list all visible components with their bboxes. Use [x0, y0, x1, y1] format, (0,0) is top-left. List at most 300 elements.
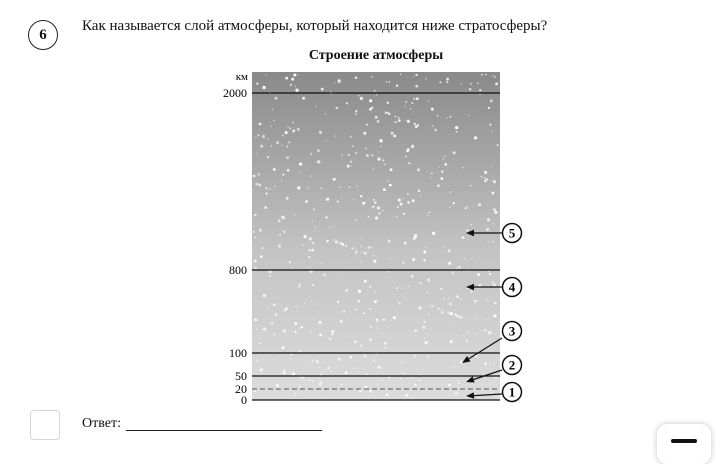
particle-dot: [326, 140, 327, 141]
particle-dot: [372, 206, 374, 208]
particle-dot: [314, 318, 315, 319]
particle-dot: [299, 162, 302, 165]
menu-button[interactable]: [657, 424, 711, 464]
particle-dot: [341, 154, 343, 156]
particle-dot: [261, 247, 263, 249]
marker-label: 5: [508, 225, 516, 241]
particle-dot: [373, 255, 374, 256]
particle-dot: [283, 231, 285, 233]
particle-dot: [266, 193, 268, 195]
particle-dot: [400, 74, 401, 75]
particle-dot: [260, 368, 263, 371]
particle-dot: [468, 115, 469, 116]
particle-dot: [294, 322, 297, 325]
particle-dot: [355, 152, 357, 154]
particle-dot: [456, 315, 459, 318]
particle-dot: [477, 82, 479, 84]
particle-dot: [337, 301, 339, 303]
particle-dot: [470, 224, 472, 226]
particle-dot: [346, 102, 348, 104]
particle-dot: [427, 215, 429, 217]
particle-dot: [415, 125, 418, 128]
particle-dot: [271, 322, 274, 325]
particle-dot: [369, 108, 372, 111]
particle-dot: [290, 84, 292, 86]
level-label-800: 800: [229, 263, 247, 277]
particle-dot: [410, 108, 411, 109]
particle-dot: [456, 268, 457, 269]
particle-dot: [470, 291, 472, 293]
particle-dot: [481, 176, 483, 178]
particle-dot: [298, 350, 300, 352]
particle-dot: [486, 228, 489, 231]
particle-dot: [362, 202, 365, 205]
answer-checkbox[interactable]: [30, 410, 60, 440]
particle-dot: [341, 197, 342, 198]
particle-dot: [310, 331, 311, 332]
menu-bar-icon: [671, 439, 697, 443]
particle-dot: [446, 118, 447, 119]
particle-dot: [337, 200, 339, 202]
particle-dot: [276, 384, 279, 387]
particle-dot: [298, 328, 299, 329]
particle-dot: [465, 207, 467, 209]
particle-dot: [259, 229, 262, 232]
particle-dot: [355, 251, 358, 254]
particle-dot: [453, 202, 455, 204]
particle-dot: [431, 108, 434, 111]
particle-dot: [333, 226, 334, 227]
particle-dot: [494, 211, 497, 214]
particle-dot: [401, 287, 402, 288]
particle-dot: [318, 304, 319, 305]
particle-dot: [387, 102, 390, 105]
particle-dot: [288, 141, 290, 143]
particle-dot: [272, 109, 273, 110]
particle-dot: [319, 384, 321, 386]
particle-dot: [407, 193, 409, 195]
particle-dot: [480, 94, 481, 95]
particle-dot: [460, 298, 462, 300]
particle-dot: [409, 285, 410, 286]
particle-dot: [283, 369, 285, 371]
particle-dot: [494, 76, 496, 78]
particle-dot: [285, 77, 288, 80]
particle-dot: [364, 355, 366, 357]
particle-dot: [369, 390, 372, 393]
particle-dot: [362, 251, 363, 252]
particle-dot: [290, 372, 291, 373]
particle-dot: [431, 172, 433, 174]
particle-dot: [407, 148, 410, 151]
particle-dot: [353, 368, 354, 369]
particle-dot: [492, 192, 495, 195]
particle-dot: [302, 376, 304, 378]
particle-dot: [336, 107, 339, 110]
particle-dot: [373, 260, 376, 263]
particle-dot: [309, 249, 311, 251]
particle-dot: [492, 281, 494, 283]
particle-dot: [384, 342, 387, 345]
particle-dot: [407, 120, 410, 123]
particle-dot: [325, 113, 326, 114]
particle-dot: [256, 83, 258, 85]
particle-dot: [493, 314, 496, 317]
particle-dot: [393, 257, 394, 258]
particle-dot: [348, 154, 350, 156]
particle-dot: [462, 167, 463, 168]
particle-dot: [425, 247, 426, 248]
particle-dot: [362, 238, 363, 239]
particle-dot: [317, 378, 318, 379]
level-label-100: 100: [229, 346, 247, 360]
particle-dot: [374, 201, 376, 203]
particle-dot: [259, 123, 262, 126]
particle-dot: [315, 227, 316, 228]
particle-dot: [316, 360, 319, 363]
particle-dot: [408, 162, 410, 164]
particle-dot: [383, 188, 386, 191]
particle-dot: [460, 316, 462, 318]
particle-dot: [448, 262, 451, 265]
particle-dot: [419, 282, 421, 284]
particle-dot: [398, 119, 401, 122]
particle-dot: [331, 330, 334, 333]
particle-dot: [273, 303, 276, 306]
particle-dot: [272, 359, 273, 360]
particle-dot: [345, 372, 348, 375]
particle-dot: [297, 186, 300, 189]
particle-dot: [282, 174, 284, 176]
particle-dot: [417, 168, 420, 171]
particle-dot: [413, 98, 415, 100]
particle-dot: [311, 359, 313, 361]
particle-dot: [351, 166, 352, 167]
particle-dot: [432, 232, 435, 235]
particle-dot: [454, 325, 455, 326]
answer-input-line[interactable]: [126, 430, 322, 431]
particle-dot: [321, 263, 322, 264]
particle-dot: [360, 345, 362, 347]
particle-dot: [343, 310, 345, 312]
particle-dot: [350, 161, 352, 163]
particle-dot: [269, 188, 271, 190]
particle-dot: [422, 326, 425, 329]
particle-dot: [374, 90, 376, 92]
particle-dot: [466, 340, 468, 342]
particle-dot: [294, 214, 296, 216]
particle-dot: [495, 82, 498, 85]
particle-dot: [271, 145, 272, 146]
particle-dot: [490, 99, 493, 102]
particle-dot: [276, 141, 279, 144]
particle-dot: [370, 247, 371, 248]
particle-dot: [401, 361, 403, 363]
particle-dot: [319, 383, 320, 384]
particle-dot: [385, 111, 388, 114]
particle-dot: [428, 314, 430, 316]
particle-dot: [331, 370, 332, 371]
particle-dot: [287, 169, 290, 172]
particle-dot: [317, 160, 320, 163]
particle-dot: [297, 74, 298, 75]
particle-dot: [295, 306, 296, 307]
particle-dot: [312, 381, 314, 383]
particle-dot: [254, 318, 257, 321]
particle-dot: [290, 353, 292, 355]
particle-dot: [355, 309, 357, 311]
particle-dot: [376, 383, 377, 384]
particle-dot: [273, 333, 275, 335]
particle-dot: [258, 183, 259, 184]
particle-dot: [286, 156, 289, 159]
particle-dot: [312, 284, 314, 286]
particle-dot: [265, 187, 267, 189]
particle-dot: [355, 110, 357, 112]
particle-dot: [303, 235, 306, 238]
particle-dot: [382, 210, 383, 211]
particle-dot: [484, 177, 486, 179]
particle-dot: [281, 180, 282, 181]
particle-dot: [387, 112, 388, 113]
particle-dot: [364, 280, 367, 283]
particle-dot: [378, 152, 379, 153]
particle-dot: [319, 381, 322, 384]
particle-dot: [472, 258, 473, 259]
particle-dot: [364, 386, 367, 389]
particle-dot: [293, 73, 296, 76]
particle-dot: [418, 306, 421, 309]
particle-dot: [254, 214, 256, 216]
particle-dot: [454, 314, 456, 316]
particle-dot: [285, 131, 288, 134]
particle-dot: [384, 347, 386, 349]
particle-dot: [492, 75, 493, 76]
particle-dot: [444, 155, 445, 156]
particle-dot: [377, 207, 380, 210]
particle-dot: [282, 346, 285, 349]
particle-dot: [475, 333, 476, 334]
particle-dot: [321, 187, 323, 189]
particle-dot: [311, 249, 314, 252]
particle-dot: [363, 132, 366, 135]
particle-dot: [382, 159, 384, 161]
particle-dot: [388, 81, 390, 83]
particle-dot: [360, 246, 361, 247]
particle-dot: [358, 290, 361, 293]
particle-dot: [489, 124, 491, 126]
particle-dot: [369, 338, 371, 340]
particle-dot: [290, 358, 291, 359]
particle-dot: [456, 131, 458, 133]
particle-dot: [404, 242, 407, 245]
particle-dot: [470, 83, 472, 85]
particle-dot: [389, 257, 390, 258]
particle-dot: [363, 312, 365, 314]
particle-dot: [412, 199, 415, 202]
particle-dot: [475, 317, 476, 318]
particle-dot: [391, 132, 394, 135]
particle-dot: [415, 74, 417, 76]
particle-dot: [463, 335, 464, 336]
level-label-2000: 2000: [223, 86, 247, 100]
particle-dot: [327, 367, 329, 369]
particle-dot: [275, 313, 278, 316]
particle-dot: [382, 379, 383, 380]
particle-dot: [474, 136, 477, 139]
particle-dot: [376, 94, 377, 95]
particle-dot: [446, 78, 449, 81]
particle-dot: [329, 338, 331, 340]
particle-dot: [396, 84, 398, 86]
particle-dot: [319, 333, 322, 336]
particle-dot: [387, 180, 388, 181]
particle-dot: [412, 258, 415, 261]
particle-dot: [485, 74, 487, 76]
particle-dot: [448, 383, 451, 386]
particle-dot: [461, 84, 462, 85]
particle-dot: [281, 145, 282, 146]
particle-dot: [254, 267, 256, 269]
particle-dot: [285, 307, 287, 309]
particle-dot: [267, 138, 268, 139]
particle-dot: [407, 201, 410, 204]
particle-dot: [273, 168, 276, 171]
particle-dot: [386, 393, 389, 396]
particle-dot: [292, 129, 295, 132]
particle-dot: [255, 183, 258, 186]
particle-dot: [325, 397, 326, 398]
particle-dot: [464, 258, 466, 260]
particle-dot: [467, 332, 469, 334]
particle-dot: [286, 145, 288, 147]
atmosphere-column: [252, 72, 500, 400]
particle-dot: [481, 74, 483, 76]
particle-dot: [439, 81, 441, 83]
particle-dot: [489, 363, 491, 365]
particle-dot: [365, 148, 367, 150]
particle-dot: [302, 97, 305, 100]
particle-dot: [314, 230, 315, 231]
particle-dot: [373, 199, 375, 201]
particle-dot: [413, 76, 414, 77]
particle-dot: [326, 198, 329, 201]
particle-dot: [488, 271, 490, 273]
particle-dot: [448, 249, 451, 252]
particle-dot: [403, 262, 405, 264]
particle-dot: [474, 300, 477, 303]
particle-dot: [488, 240, 489, 241]
particle-dot: [355, 249, 357, 251]
particle-dot: [484, 329, 486, 331]
particle-dot: [269, 275, 271, 277]
particle-dot: [448, 312, 449, 313]
particle-dot: [446, 81, 448, 83]
particle-dot: [379, 139, 382, 142]
particle-dot: [275, 97, 278, 100]
particle-dot: [370, 326, 372, 328]
particle-dot: [405, 101, 407, 103]
particle-dot: [405, 394, 408, 397]
particle-dot: [443, 158, 444, 159]
particle-dot: [470, 185, 472, 187]
question-number: 6: [39, 26, 47, 43]
particle-dot: [287, 126, 288, 127]
particle-dot: [313, 209, 315, 211]
particle-dot: [369, 285, 371, 287]
particle-dot: [292, 372, 295, 375]
particle-dot: [411, 275, 414, 278]
particle-dot: [263, 294, 266, 297]
particle-dot: [437, 184, 440, 187]
particle-dot: [295, 392, 297, 394]
particle-dot: [493, 284, 495, 286]
particle-dot: [377, 327, 378, 328]
particle-dot: [271, 126, 272, 127]
particle-dot: [338, 80, 341, 83]
particle-dot: [263, 327, 266, 330]
particle-dot: [458, 382, 460, 384]
particle-dot: [427, 279, 429, 281]
particle-dot: [295, 86, 296, 87]
particle-dot: [338, 358, 341, 361]
particle-dot: [260, 255, 263, 258]
particle-dot: [456, 295, 459, 298]
level-label-20: 20: [235, 382, 247, 396]
particle-dot: [398, 117, 400, 119]
particle-dot: [443, 246, 444, 247]
particle-dot: [274, 186, 275, 187]
marker-label: 4: [508, 279, 516, 295]
particle-dot: [346, 336, 347, 337]
particle-dot: [283, 329, 286, 332]
particle-dot: [431, 305, 433, 307]
particle-dot: [430, 177, 431, 178]
particle-dot: [326, 240, 329, 243]
particle-dot: [312, 220, 313, 221]
particle-dot: [286, 197, 289, 200]
particle-dot: [279, 234, 281, 236]
particle-dot: [428, 100, 429, 101]
particle-dot: [440, 288, 442, 290]
particle-dot: [484, 171, 487, 174]
particle-dot: [331, 333, 333, 335]
particle-dot: [260, 145, 263, 148]
particle-dot: [374, 291, 376, 293]
particle-dot: [423, 259, 425, 261]
particle-dot: [377, 120, 380, 123]
particle-dot: [452, 151, 455, 154]
particle-dot: [299, 385, 301, 387]
particle-dot: [253, 231, 255, 233]
particle-dot: [366, 124, 368, 126]
particle-dot: [411, 397, 412, 398]
particle-dot: [339, 187, 340, 188]
particle-dot: [267, 307, 268, 308]
particle-dot: [420, 196, 421, 197]
particle-dot: [378, 366, 381, 369]
particle-dot: [368, 216, 370, 218]
particle-dot: [413, 123, 416, 126]
particle-dot: [414, 356, 416, 358]
particle-dot: [358, 372, 359, 373]
particle-dot: [253, 175, 256, 178]
particle-dot: [390, 168, 393, 171]
particle-dot: [329, 226, 331, 228]
particle-dot: [458, 266, 460, 268]
particle-dot: [488, 331, 491, 334]
particle-dot: [373, 359, 375, 361]
